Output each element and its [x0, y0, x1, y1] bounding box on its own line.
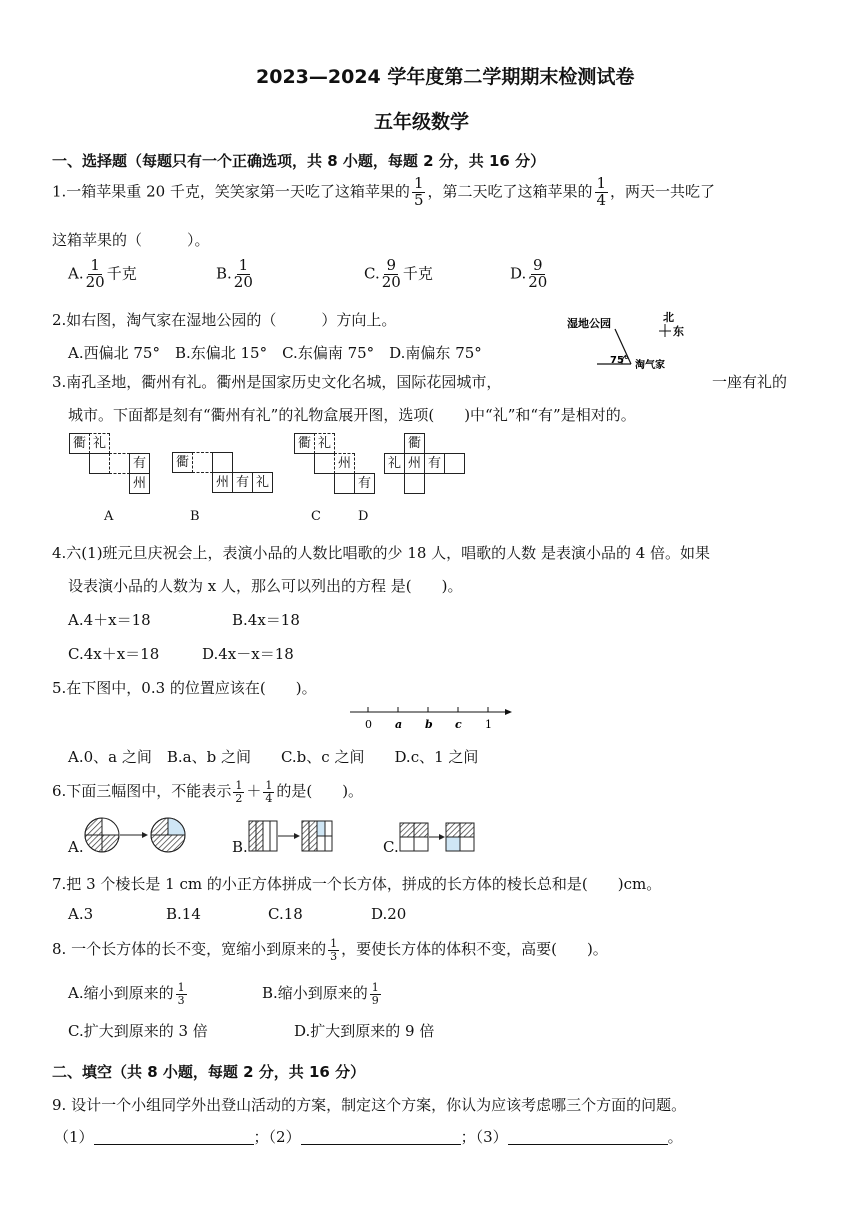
label-a: A — [104, 509, 114, 524]
net-b-li: 礼 — [252, 472, 273, 493]
net-a-blank2 — [109, 453, 130, 474]
net-d-you: 有 — [424, 453, 445, 474]
question-6: 6.下面三幅图中，不能表示 $\frac{1}{2}$ ＋ $\frac{1}{4}$ 的是( )。 — [52, 779, 364, 805]
question-4-line1: 4.六(1)班元旦庆祝会上，表演小品的人数比唱歌的少 18 人，唱歌的人数 是表演小品的 4 倍。如果 — [52, 544, 711, 562]
q1-option-c[interactable]: C. $\frac{9}{20}$ 千克 — [364, 256, 433, 291]
q5-options[interactable]: A.0、a 之间 B.a、b 之间 C.b、c 之间 D.c、1 之间 — [68, 748, 479, 766]
east-label: 东 — [673, 325, 684, 338]
net-c-li: 礼 — [314, 433, 335, 454]
q7-option-b[interactable]: B.14 — [166, 905, 201, 923]
q8-option-a[interactable]: A.缩小到原来的 $\frac{1}{3}$ — [68, 981, 185, 1007]
net-c-blank2 — [334, 473, 355, 494]
q4-option-b[interactable]: B.4x＝18 — [232, 611, 300, 629]
net-b-qu: 衢 — [172, 452, 193, 473]
label-b: B — [190, 509, 200, 524]
q6-figure-a — [84, 815, 189, 857]
q4-option-c[interactable]: C.4x＋x＝18 — [68, 645, 160, 663]
net-b-blank1 — [192, 452, 213, 473]
net-a-qu: 衢 — [69, 433, 90, 454]
page-title: 2023—2024 学年度第二学期期末检测试卷 — [256, 66, 635, 88]
fraction-1-5: $\frac{1}{5}$ — [413, 174, 424, 209]
q1-text-3: ，两天一共吃了 — [610, 182, 716, 201]
q7-option-a[interactable]: A.3 — [68, 905, 94, 923]
net-a-blank1 — [89, 453, 110, 474]
question-2: 2.如右图，淘气家在湿地公园的（ ）方向上。 — [52, 311, 397, 329]
q1-option-a[interactable]: A. $\frac{1}{20}$ 千克 — [68, 256, 137, 291]
section-heading-choice: 一、选择题（每题只有一个正确选项，共 8 小题，每题 2 分，共 16 分） — [52, 152, 546, 170]
net-d-zhou: 州 — [404, 453, 425, 474]
tick-c: c — [455, 718, 462, 731]
q1-text-2: ，第二天吃了这箱苹果的 — [427, 182, 593, 201]
net-a-you: 有 — [129, 453, 150, 474]
net-d-blank1 — [444, 453, 465, 474]
question-5: 5.在下图中，0.3 的位置应该在( )。 — [52, 679, 317, 697]
angle-label: 75° — [610, 355, 629, 366]
label-c: C — [311, 509, 321, 524]
net-b-blank2 — [212, 452, 233, 473]
net-a-li: 礼 — [89, 433, 110, 454]
home-label: 淘气家 — [635, 360, 665, 371]
question-4-line2: 设表演小品的人数为 x 人，那么可以列出的方程 是( )。 — [68, 577, 463, 595]
page-subtitle: 五年级数学 — [374, 111, 470, 133]
q1-text-1: 1.一箱苹果重 20 千克，笑笑家第一天吃了这箱苹果的 — [52, 182, 410, 201]
question-3-line1b: 一座有礼的 — [712, 373, 788, 391]
net-c-blank1 — [314, 453, 335, 474]
cube-net-a — [69, 433, 169, 495]
q1-option-b[interactable]: B. $\frac{1}{20}$ — [216, 256, 253, 291]
question-7: 7.把 3 个棱长是 1 cm 的小正方体拼成一个长方体，拼成的长方体的棱长总和是( )cm。 — [52, 875, 662, 893]
q7-option-c[interactable]: C.18 — [268, 905, 303, 923]
q6-figure-c — [399, 822, 489, 854]
tick-1: 1 — [485, 718, 492, 731]
net-b-you: 有 — [232, 472, 253, 493]
q9-answer-line: （1） ；（2） ；（3） 。 — [54, 1128, 683, 1146]
park-label: 湿地公园 — [567, 317, 611, 330]
net-c-zhou: 州 — [334, 453, 355, 474]
section-heading-fill: 二、填空（共 8 小题，每题 2 分，共 16 分） — [52, 1063, 366, 1081]
q6-label-c[interactable]: C. — [383, 838, 399, 856]
q8-option-b[interactable]: B.缩小到原来的 $\frac{1}{9}$ — [262, 981, 379, 1007]
q6-figure-b — [248, 820, 338, 854]
question-8: 8. 一个长方体的长不变，宽缩小到原来的 $\frac{1}{3}$ ，要使长方体的体积不变，高要( )。 — [52, 937, 608, 963]
question-3-line1a: 3.南孔圣地，衢州有礼。衢州是国家历史文化名城，国际花园城市， — [52, 373, 502, 391]
cube-net-c — [294, 433, 384, 495]
q6-label-b[interactable]: B. — [232, 838, 248, 856]
tick-b: b — [425, 718, 433, 731]
q1-option-d[interactable]: D. $\frac{9}{20}$ — [510, 256, 548, 291]
q8-option-c[interactable]: C.扩大到原来的 3 倍 — [68, 1022, 208, 1040]
q4-option-a[interactable]: A.4＋x＝18 — [68, 611, 151, 629]
question-1 — [52, 176, 715, 209]
label-d: D — [358, 509, 369, 524]
cube-net-d — [384, 433, 469, 495]
net-a-zhou: 州 — [129, 473, 150, 494]
net-d-qu: 衢 — [404, 433, 425, 454]
number-line — [345, 700, 515, 735]
north-label: 北 — [663, 311, 674, 324]
net-d-li: 礼 — [384, 453, 405, 474]
q7-option-d[interactable]: D.20 — [371, 905, 407, 923]
tick-0: 0 — [365, 718, 372, 731]
net-b-zhou: 州 — [212, 472, 233, 493]
answer-blank-1[interactable] — [94, 1132, 254, 1145]
answer-blank-2[interactable] — [301, 1132, 461, 1145]
q8-option-d[interactable]: D.扩大到原来的 9 倍 — [294, 1022, 435, 1040]
tick-a: a — [395, 718, 403, 731]
q2-options[interactable]: A.西偏北 75° B.东偏北 15° C.东偏南 75° D.南偏东 75° — [68, 344, 482, 362]
answer-blank-3[interactable] — [508, 1132, 668, 1145]
q6-label-a[interactable]: A. — [68, 838, 84, 856]
cube-net-b — [172, 452, 282, 497]
net-d-blank2 — [404, 473, 425, 494]
q4-option-d[interactable]: D.4x－x＝18 — [202, 645, 294, 663]
fraction-1-4: $\frac{1}{4}$ — [596, 174, 607, 209]
question-3-line2: 城市。下面都是刻有“衢州有礼”的礼物盒展开图，选项( )中“礼”和“有”是相对的。 — [68, 406, 636, 424]
direction-diagram — [565, 305, 715, 375]
q1-line2: 这箱苹果的（ ）。 — [52, 231, 210, 249]
net-c-qu: 衢 — [294, 433, 315, 454]
question-9: 9. 设计一个小组同学外出登山活动的方案，制定这个方案，你认为应该考虑哪三个方面的问题。 — [52, 1096, 687, 1114]
net-c-you: 有 — [354, 473, 375, 494]
